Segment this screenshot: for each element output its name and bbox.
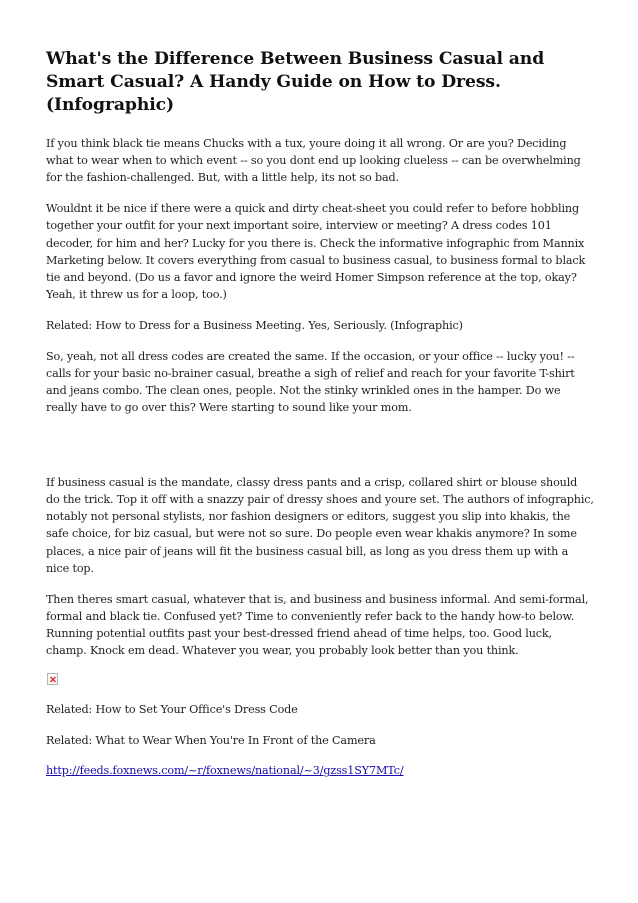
- broken-image-icon: [47, 673, 58, 685]
- empty-infographic-space: [46, 430, 594, 474]
- paragraph-business-casual: If business casual is the mandate, classy dress pants and a crisp, collared shirt or blouse should do the trick. Top it off with a snazzy pair of dressy shoes and youre set. The authors of infographic, notably not personal stylists, nor fashion designers or editors, suggest you slip into khakis, the safe choice, for biz casual, but were not so sure. Do people even wear khakis anymore? In some places, a nice pair of jeans will fit the business casual bill, as long as you dress them up with a nice top.: [46, 475, 594, 575]
- article-title: What's the Difference Between Business Casual and Smart Casual? A Handy Guide on How to Dress. (Infographic): [46, 49, 545, 115]
- related-camera: Related: What to Wear When You're In Front of the Camera: [46, 733, 376, 747]
- paragraph-smart-casual: Then theres smart casual, whatever that is, and business and business informal. And semi-formal, formal and black tie. Confused yet? Time to conveniently refer back to the handy how-to below. Running potential outfits past your best-dressed friend ahead of time helps, too. Good luck, champ. Knock em dead. Whatever you wear, you probably look better than you think.: [46, 592, 589, 658]
- paragraph-casual: So, yeah, not all dress codes are created the same. If the occasion, or your office -- lucky you! -- calls for your basic no-brainer casual, breathe a sigh of relief and reach for your favorite T-shirt and jeans combo. The clean ones, people. Not the stinky wrinkled ones in the hamper. Do we really have to go over this? Were starting to sound like your mom.: [46, 349, 575, 415]
- article: [46, 48, 594, 793]
- related-business-meeting: Related: How to Dress for a Business Meeting. Yes, Seriously. (Infographic): [46, 318, 463, 332]
- paragraph-intro: If you think black tie means Chucks with a tux, youre doing it all wrong. Or are you? Deciding what to wear when to which event -- so you dont end up looking clueless -- can be overwhelming for the fashion-challenged. But, with a little help, its not so bad.: [46, 137, 581, 185]
- related-office-dress-code: Related: How to Set Your Office's Dress Code: [46, 702, 298, 716]
- source-link[interactable]: http://feeds.foxnews.com/~r/foxnews/national/~3/gzss1SY7MTc/: [46, 764, 404, 778]
- paragraph-cheat-sheet: Wouldnt it be nice if there were a quick and dirty cheat-sheet you could refer to before hobbling together your outfit for your next important soire, interview or meeting? A dress codes 101 decoder, for him and her? Lucky for you there is. Check the informative infographic from Mannix Marketing below. It covers everything from casual to business casual, to business formal to black tie and beyond. (Do us a favor and ignore the weird Homer Simpson reference at the top, okay? Yeah, it threw us for a loop, too.): [46, 202, 586, 302]
